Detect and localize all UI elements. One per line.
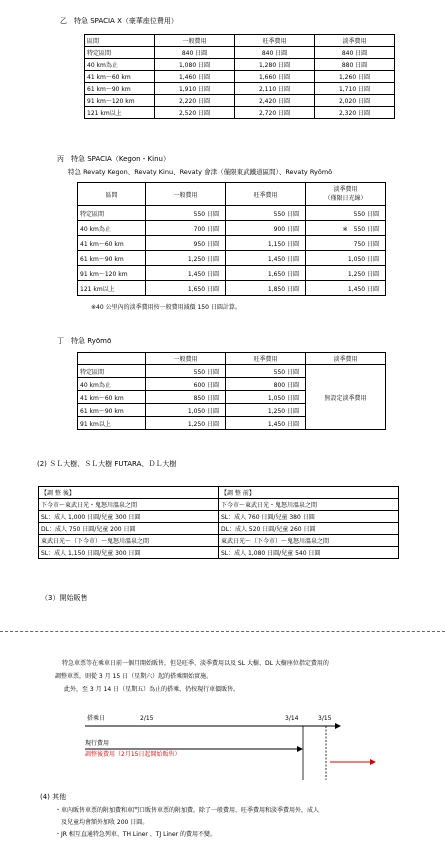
other-bullet-2: ・JR 相互直通特急列車、TH Liner 、TJ Liner 的費用不變。: [55, 831, 217, 838]
fare-cell: 2,110 日圓: [235, 83, 315, 95]
section-ding-title: 丁 特急 Ryōmō: [57, 337, 112, 345]
timeline-adjusted-label: 調整後費用（2月15日起開始販售）: [85, 751, 181, 758]
section-sl-title: (2) ＳＬ大樹、ＳＬ大樹 FUTARA、ＤＬ大樹: [37, 460, 177, 468]
column-header: 旺季費用: [226, 353, 306, 365]
fare-cell: 1,650 日圓: [146, 281, 226, 296]
distance-cell: 41 km～60 km: [78, 236, 146, 251]
distance-cell: 40 km為止: [78, 221, 146, 236]
column-header: 淡季費用 （僅限日光線）: [306, 183, 386, 206]
fare-cell: 750 日圓: [306, 236, 386, 251]
fare-cell: 700 日圓: [146, 221, 226, 236]
after-cell: 下今市～東武日光・鬼怒川溫泉之間: [39, 499, 219, 511]
column-header: 區間: [85, 35, 155, 47]
fare-cell: 1,250 日圓: [146, 417, 226, 430]
section-other-title: (4) 其他: [40, 793, 67, 801]
adjusted-fare-arrowhead: [370, 759, 376, 765]
fare-cell: 2,220 日圓: [155, 95, 235, 107]
sale-paragraph-3: 此外，至 3 月 14 日（星期五）為止的搭乘，仍按現行車價販售。: [64, 686, 240, 693]
column-header: 一般費用: [146, 353, 226, 365]
spacia-x-fare-table: [84, 34, 395, 119]
column-header: 淡季費用: [315, 35, 395, 47]
fare-cell: 840 日圓: [235, 47, 315, 59]
distance-cell: 40 km為止: [78, 378, 146, 391]
column-header: 旺季費用: [226, 183, 306, 206]
timeline-diagram: [0, 720, 445, 780]
page-divider: [0, 631, 445, 632]
before-cell: SL：成人 760 日圓/兒童 380 日圓: [219, 511, 399, 523]
column-header: 淡季費用: [306, 353, 386, 365]
fare-cell: 1,910 日圓: [155, 83, 235, 95]
table-row: [85, 107, 395, 119]
sale-paragraph-1: 特急車票等在乘車日前一個月開始販售，但是旺季、淡季費用以及 SL 大樹、DL 大樹座位指定費用的: [62, 660, 329, 667]
fare-cell: 1,250 日圓: [226, 404, 306, 417]
section-yi-title: 乙 特急 SPACIA X（豪華座位費用）: [60, 17, 178, 25]
before-cell: SL：成人 1,080 日圓/兒童 540 日圓: [219, 547, 399, 559]
before-cell: 東武日光～（下今市）～鬼怒川溫泉之間: [219, 535, 399, 547]
fare-cell: 880 日圓: [315, 59, 395, 71]
fare-cell: 2,720 日圓: [235, 107, 315, 119]
fare-cell: 1,280 日圓: [235, 59, 315, 71]
distance-cell: 121 km以上: [78, 281, 146, 296]
table-row: [78, 281, 386, 296]
fare-cell: 1,650 日圓: [226, 266, 306, 281]
fare-cell: 1,080 日圓: [155, 59, 235, 71]
timeline-date-start: 2/15: [140, 715, 154, 722]
current-fare-arrowhead: [297, 746, 303, 752]
table-row: [85, 47, 395, 59]
fare-cell: 800 日圓: [226, 378, 306, 391]
timeline-date-end-current: 3/14: [285, 715, 299, 722]
sale-paragraph-2: 調整車票，則從 3 月 15 日（星期六）起的搭乘開始實施。: [55, 673, 213, 680]
fare-cell: 1,850 日圓: [226, 281, 306, 296]
fare-cell: 1,150 日圓: [226, 236, 306, 251]
fare-cell: 550 日圓: [226, 365, 306, 378]
section-bing-subtitle: 特急 Revaty Kegon、Revaty Kinu、Revaty 會津（僅限東武鐵道區間）、Revaty Ryōmō: [68, 168, 333, 176]
after-cell: DL：成人 750 日圓/兒童 200 日圓: [39, 523, 219, 535]
timeline-axis-arrowhead: [335, 723, 341, 729]
fare-cell: 2,020 日圓: [315, 95, 395, 107]
distance-cell: 41 km～60 km: [78, 391, 146, 404]
fare-cell: 1,710 日圓: [315, 83, 395, 95]
fare-cell: 1,450 日圓: [306, 281, 386, 296]
fare-cell: 1,460 日圓: [155, 71, 235, 83]
fare-cell: 840 日圓: [315, 47, 395, 59]
fare-cell: 950 日圓: [146, 236, 226, 251]
table-row: [85, 95, 395, 107]
table-row: [78, 251, 386, 266]
section-bing-title: 丙 特急 SPACIA（Kegon・Kinu）: [57, 155, 170, 163]
fare-cell: 1,660 日圓: [235, 71, 315, 83]
sl-fare-comparison-table: [38, 486, 399, 559]
table-row: [85, 71, 395, 83]
other-bullet-1-cont: 及兒童均會額外加收 200 日圓。: [61, 819, 149, 826]
table-row: [39, 511, 399, 523]
distance-cell: 40 km為止: [85, 59, 155, 71]
distance-cell: 41 km～60 km: [85, 71, 155, 83]
table-row: [39, 523, 399, 535]
fare-cell: 1,050 日圓: [146, 404, 226, 417]
ryomo-fare-table: [77, 352, 386, 430]
fare-cell: 1,450 日圓: [146, 266, 226, 281]
table-row: [78, 206, 386, 221]
fare-cell: 550 日圓: [146, 206, 226, 221]
timeline-current-label: 現行費用: [85, 740, 110, 747]
after-cell: 東武日光～（下今市）～鬼怒川溫泉之間: [39, 535, 219, 547]
after-cell: SL：成人 1,150 日圓/兒童 300 日圓: [39, 547, 219, 559]
fare-cell: 1,050 日圓: [306, 251, 386, 266]
after-adjustment-header: 【調 整 後】: [39, 487, 219, 499]
timeline-date-start-new: 3/15: [318, 715, 332, 722]
other-bullet-1: ・車內販售車票的附加費和車門口販售車票的附加費，除了一般費用、旺季費用和淡季費用外，成人: [55, 807, 320, 814]
fare-cell: 600 日圓: [146, 378, 226, 391]
distance-cell: 特定區間: [78, 365, 146, 378]
before-cell: DL：成人 520 日圓/兒童 260 日圓: [219, 523, 399, 535]
column-header: 區間: [78, 183, 146, 206]
distance-cell: 61 km～90 km: [85, 83, 155, 95]
header-note: （僅限日光線）: [324, 195, 367, 202]
fare-cell: 1,450 日圓: [226, 251, 306, 266]
distance-cell: 91 km～120 km: [78, 266, 146, 281]
before-cell: 下今市～東武日光・鬼怒川溫泉之間: [219, 499, 399, 511]
fare-cell: 1,050 日圓: [226, 391, 306, 404]
fare-cell: 2,420 日圓: [235, 95, 315, 107]
table-row: [78, 365, 386, 378]
timeline-board-label: 搭乘日: [87, 715, 106, 722]
fare-cell: 1,450 日圓: [226, 417, 306, 430]
no-off-peak-note: 無設定淡季費用: [306, 365, 386, 430]
fare-cell: 1,260 日圓: [315, 71, 395, 83]
spacia-revaty-fare-table: [77, 182, 386, 296]
fare-cell: 1,250 日圓: [306, 266, 386, 281]
table-row: [78, 266, 386, 281]
column-header: [78, 353, 146, 365]
table-row: [85, 59, 395, 71]
section-sale-title: （3）開始販售: [41, 594, 88, 602]
fare-cell: 850 日圓: [146, 391, 226, 404]
table-row: [85, 83, 395, 95]
column-header: 一般費用: [146, 183, 226, 206]
footnote: ※40 公里內的淡季費用按一般費用減價 150 日圓計算。: [91, 304, 241, 311]
fare-cell: ※ 550 日圓: [306, 221, 386, 236]
table-row: [39, 499, 399, 511]
fare-cell: 550 日圓: [146, 365, 226, 378]
distance-cell: 特定區間: [85, 47, 155, 59]
before-adjustment-header: 【調 整 前】: [219, 487, 399, 499]
distance-cell: 121 km以上: [85, 107, 155, 119]
fare-cell: 2,520 日圓: [155, 107, 235, 119]
table-row: [78, 221, 386, 236]
fare-cell: 550 日圓: [226, 206, 306, 221]
table-row: [39, 547, 399, 559]
fare-cell: 2,320 日圓: [315, 107, 395, 119]
table-row: [78, 236, 386, 251]
table-row: [39, 535, 399, 547]
distance-cell: 91 km～120 km: [85, 95, 155, 107]
fare-cell: 550 日圓: [306, 206, 386, 221]
distance-cell: 特定區間: [78, 206, 146, 221]
after-cell: SL：成人 1,000 日圓/兒童 300 日圓: [39, 511, 219, 523]
distance-cell: 61 km～90 km: [78, 404, 146, 417]
fare-cell: 1,250 日圓: [146, 251, 226, 266]
distance-cell: 91 km以上: [78, 417, 146, 430]
fare-cell: 900 日圓: [226, 221, 306, 236]
distance-cell: 61 km～90 km: [78, 251, 146, 266]
column-header: 一般費用: [155, 35, 235, 47]
fare-cell: 840 日圓: [155, 47, 235, 59]
column-header: 旺季費用: [235, 35, 315, 47]
